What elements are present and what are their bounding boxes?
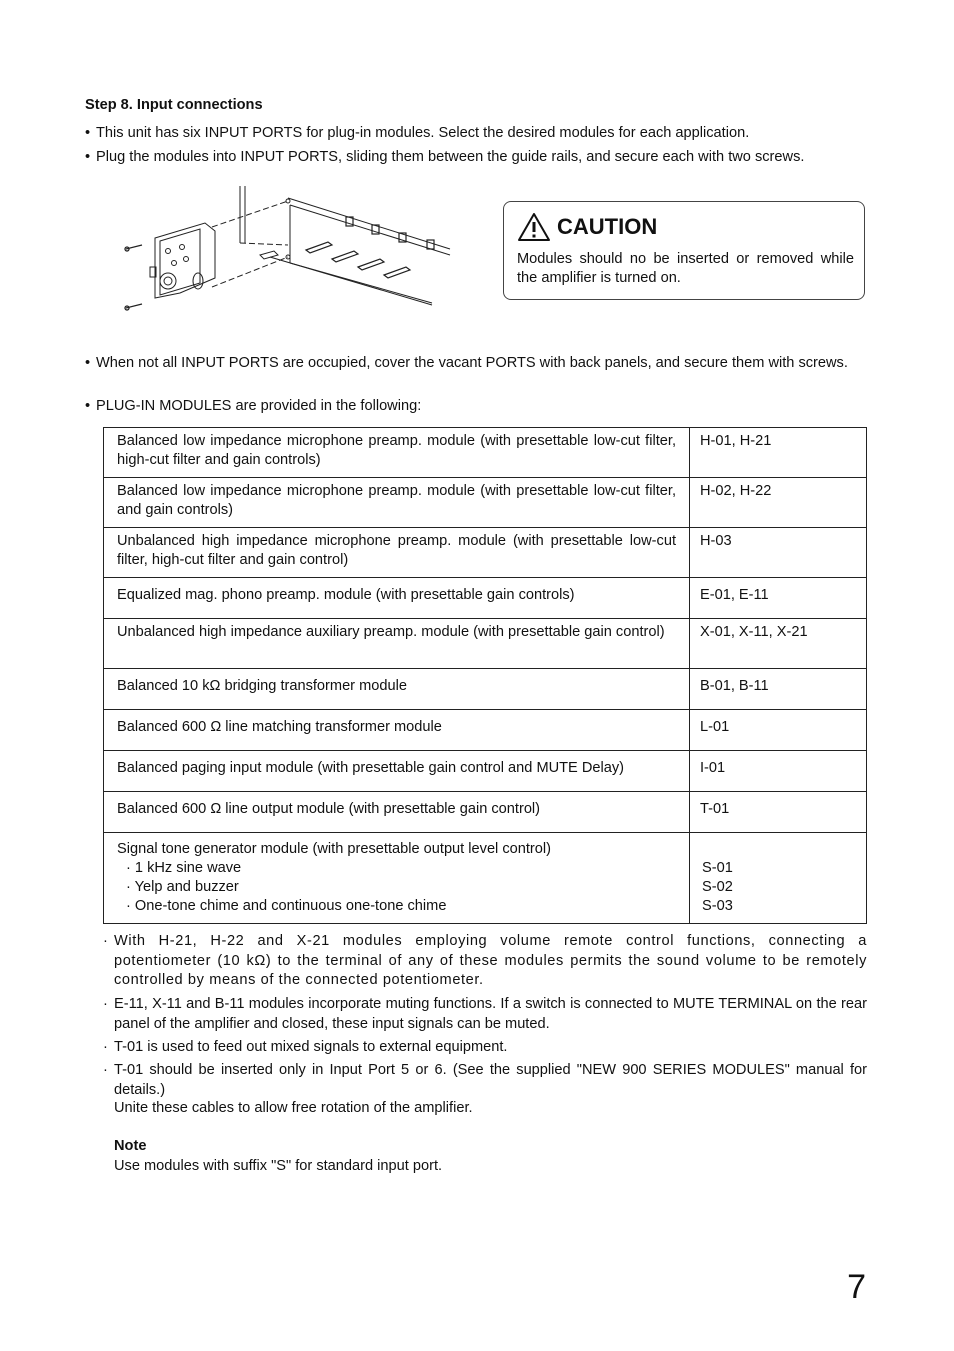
bullet-item: • When not all INPUT PORTS are occupied, cover the vacant PORTS with back panels, and secure them with screws.: [85, 355, 848, 371]
table-row: [104, 751, 867, 792]
module-code: B-01, B-11: [690, 669, 867, 710]
module-description: Balanced low impedance microphone preamp. module (with presettable low-cut filter, and gain controls): [104, 478, 690, 528]
module-code: I-01: [690, 751, 867, 792]
note-item: · T-01 should be inserted only in Input Port 5 or 6. (See the supplied "NEW 900 SERIES MODULES" manual for details.): [103, 1062, 867, 1098]
step-heading: Step 8. Input connections: [85, 97, 263, 113]
note-text: Use modules with suffix "S" for standard input port.: [114, 1158, 443, 1174]
page-number: 7: [847, 1268, 866, 1306]
table-row: [104, 833, 867, 924]
table-row: [104, 669, 867, 710]
module-code: X-01, X-11, X-21: [690, 619, 867, 669]
module-code: H-03: [690, 528, 867, 578]
module-code: E-01, E-11: [690, 578, 867, 619]
module-description: Balanced paging input module (with presettable gain control and MUTE Delay): [104, 751, 690, 792]
unite-text: Unite these cables to allow free rotation of the amplifier.: [114, 1100, 473, 1116]
module-code: L-01: [690, 710, 867, 751]
module-description: Equalized mag. phono preamp. module (with presettable gain controls): [104, 578, 690, 619]
module-description: Balanced 10 kΩ bridging transformer module: [104, 669, 690, 710]
modules-table: [103, 427, 867, 924]
note-item: · With H-21, H-22 and X-21 modules employing volume remote control functions, connecting a potentiometer (10 kΩ) to the terminal of any of these modules permits the sound volume to be remotely controlled by means of the connected potentiometer.: [103, 933, 867, 988]
caution-box: [503, 201, 865, 300]
table-row: [104, 478, 867, 528]
table-row: [104, 619, 867, 669]
module-description: Signal tone generator module (with presettable output level control) · 1 kHz sine wave · Yelp and buzzer · One-tone chime and continuous one-tone chime: [104, 833, 690, 924]
bullet-item: • PLUG-IN MODULES are provided in the following:: [85, 398, 422, 414]
table-row: [104, 528, 867, 578]
module-code: T-01: [690, 792, 867, 833]
table-row: [104, 710, 867, 751]
note-heading: Note: [114, 1138, 147, 1154]
warning-icon: [517, 212, 551, 242]
caution-text: Modules should no be inserted or removed while the amplifier is turned on.: [517, 251, 854, 286]
module-insertion-illustration: [120, 183, 460, 318]
module-code: H-02, H-22: [690, 478, 867, 528]
module-description: Unbalanced high impedance microphone preamp. module (with presettable low-cut filter, high-cut filter and gain control): [104, 528, 690, 578]
table-row: [104, 428, 867, 478]
note-item: · T-01 is used to feed out mixed signals to external equipment.: [103, 1039, 508, 1055]
table-row: [104, 578, 867, 619]
module-description: Balanced 600 Ω line output module (with presettable gain control): [104, 792, 690, 833]
module-code: H-01, H-21: [690, 428, 867, 478]
bullet-item: • Plug the modules into INPUT PORTS, sliding them between the guide rails, and secure each with two screws.: [85, 149, 805, 165]
note-item: · E-11, X-11 and B-11 modules incorporate muting functions. If a switch is connected to MUTE TERMINAL on the rear panel of the amplifier and closed, these input signals can be muted.: [103, 996, 867, 1032]
bullet-item: • This unit has six INPUT PORTS for plug-in modules. Select the desired modules for each application.: [85, 125, 750, 141]
table-row: [104, 792, 867, 833]
module-code: S-01 S-02 S-03: [690, 833, 867, 924]
caution-title: CAUTION: [517, 212, 657, 242]
module-description: Balanced low impedance microphone preamp. module (with presettable low-cut filter, high-cut filter and gain controls): [104, 428, 690, 478]
module-description: Balanced 600 Ω line matching transformer module: [104, 710, 690, 751]
module-description: Unbalanced high impedance auxiliary preamp. module (with presettable gain control): [104, 619, 690, 669]
